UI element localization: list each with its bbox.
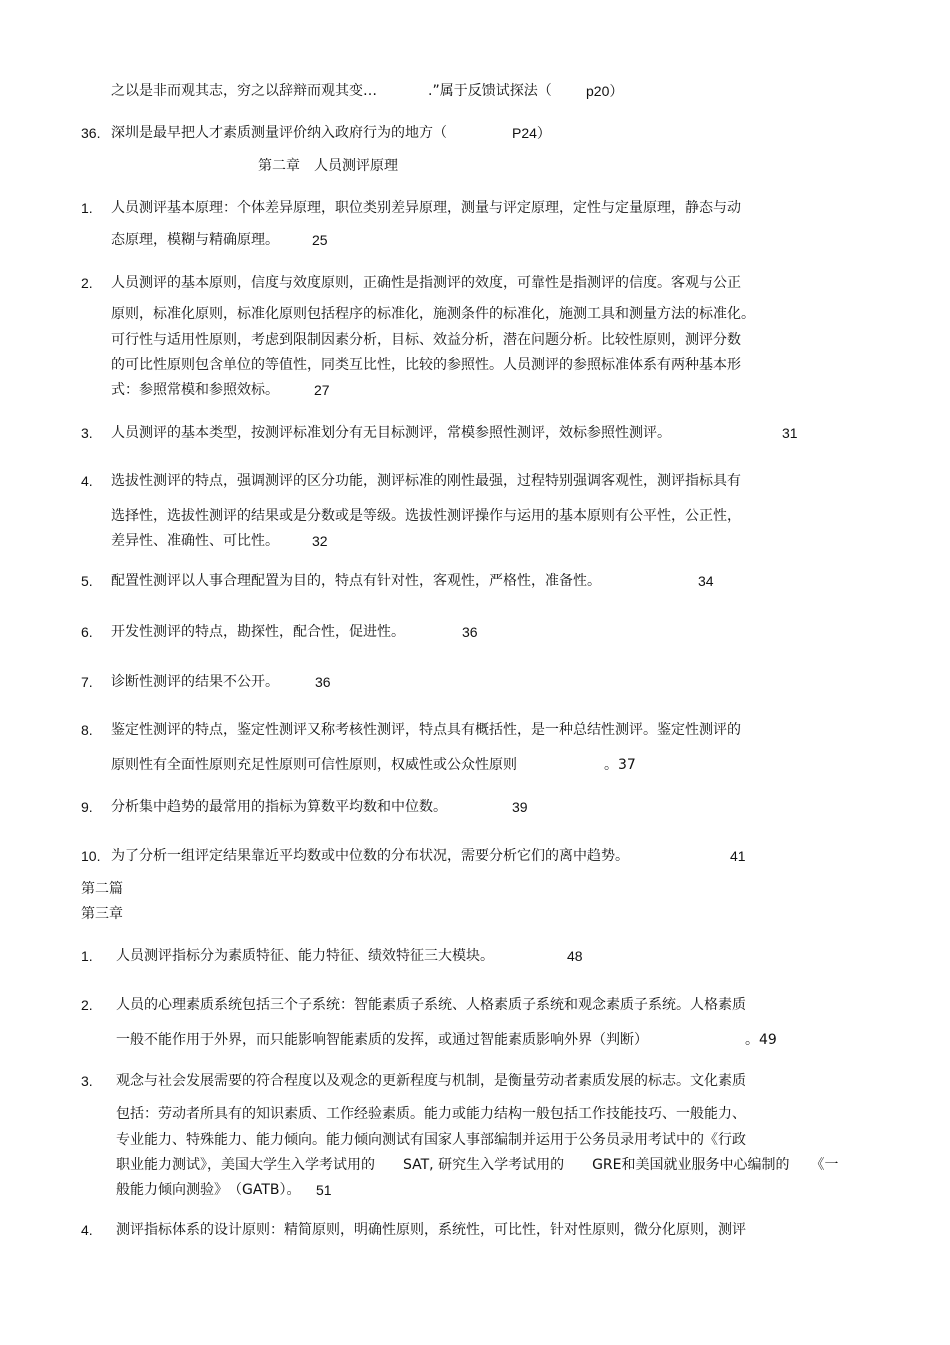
item-page-ref: 41 [730,848,746,864]
continuation-ref: p20） [586,83,624,99]
item-number: 6. [81,624,93,640]
item-page-ref: 。37 [604,757,636,773]
continuation-text: 之以是非而观其志，穷之以辞辩而观其变… [111,83,377,99]
item-number: 8. [81,722,93,738]
item-line: 分析集中趋势的最常用的指标为算数平均数和中位数。 [111,799,447,815]
item-line: 为了分析一组评定结果靠近平均数或中位数的分布状况，需要分析它们的离中趋势。 [111,848,629,864]
chapter-title: 第二章 人员测评原理 [258,158,398,174]
item-page-ref: 32 [312,533,328,549]
item-page-ref: 51 [316,1182,332,1198]
item-line: 原则，标准化原则，标准化原则包括程序的标准化，施测条件的标准化，施测工具和测量方法的标准化。 [111,306,755,322]
item-line: 开发性测评的特点，勘探性，配合性，促进性。 [111,624,405,640]
item-number: 2. [81,997,93,1013]
item-line: 鉴定性测评的特点，鉴定性测评又称考核性测评，特点具有概括性，是一种总结性测评。鉴定性测评的 [111,722,741,738]
chapter-title: 第三章 [81,906,123,922]
item-text: 深圳是最早把人才素质测量评价纳入政府行为的地方（ [111,125,447,141]
item-line: 人员的心理素质系统包括三个子系统：智能素质子系统、人格素质子系统和观念素质子系统。人格素质 [116,997,746,1013]
item-line: 人员测评的基本原则，信度与效度原则，正确性是指测评的效度，可靠性是指测评的信度。客观与公正 [111,275,741,291]
item-number: 36. [81,125,101,141]
item-line: 人员测评的基本类型，按测评标准划分有无目标测评，常模参照性测评，效标参照性测评。 [111,425,671,441]
item-line: 一般不能作用于外界，而只能影响智能素质的发挥，或通过智能素质影响外界（判断） [116,1032,648,1048]
item-page-ref: 36 [462,624,478,640]
item-line: 测评指标体系的设计原则：精简原则，明确性原则，系统性，可比性，针对性原则，微分化原则，测评 [116,1222,746,1238]
item-number: 4. [81,1222,93,1238]
item-number: 9. [81,799,93,815]
item-line: 职业能力测试》，美国大学生入学考试用的 SAT, 研究生入学考试用的 GRE和美国就业服务中心编制的 《一 [116,1157,839,1173]
item-number: 3. [81,1073,93,1089]
item-number: 5. [81,573,93,589]
item-line: 人员测评基本原理：个体差异原理，职位类别差异原理，测量与评定原理，定性与定量原理，静态与动 [111,200,741,216]
item-line: 可行性与适用性原则，考虑到限制因素分析，目标、效益分析，潜在问题分析。比较性原则，测评分数 [111,332,741,348]
continuation-tail: .”属于反馈试探法（ [428,83,552,99]
item-number: 10. [81,848,101,864]
item-number: 3. [81,425,93,441]
item-line: 配置性测评以人事合理配置为目的，特点有针对性，客观性，严格性，准备性。 [111,573,601,589]
item-page-ref: 34 [698,573,714,589]
item-page-ref: 31 [782,425,798,441]
item-number: 4. [81,473,93,489]
item-number: 2. [81,275,93,291]
item-line: 的可比性原则包含单位的等值性，同类互比性，比较的参照性。人员测评的参照标准体系有两种基本形 [111,357,741,373]
item-line: 观念与社会发展需要的符合程度以及观念的更新程度与机制，是衡量劳动者素质发展的标志。文化素质 [116,1073,746,1089]
item-line: 般能力倾向测验》 （GATB）。 [116,1182,301,1198]
item-line: 人员测评指标分为素质特征、能力特征、绩效特征三大模块。 [116,948,494,964]
item-page-ref: P24） [512,125,551,141]
item-page-ref: 27 [314,382,330,398]
item-number: 1. [81,948,93,964]
item-line: 式：参照常模和参照效标。 [111,382,279,398]
item-line: 原则性有全面性原则充足性原则可信性原则，权威性或公众性原则 [111,757,517,773]
item-line: 专业能力、特殊能力、能力倾向。能力倾向测试有国家人事部编制并运用于公务员录用考试中的《行政 [116,1132,746,1148]
item-number: 1. [81,200,93,216]
item-page-ref: 48 [567,948,583,964]
item-page-ref: 36 [315,674,331,690]
item-line: 态原理，模糊与精确原理。 [111,232,279,248]
item-page-ref: 25 [312,232,328,248]
part-title: 第二篇 [81,881,123,897]
item-number: 7. [81,674,93,690]
item-line: 诊断性测评的结果不公开。 [111,674,279,690]
item-line: 选择性，选拔性测评的结果或是分数或是等级。选拔性测评操作与运用的基本原则有公平性，公正性， [111,508,741,524]
item-page-ref: 。49 [745,1032,777,1048]
item-line: 选拔性测评的特点，强调测评的区分功能，测评标准的刚性最强，过程特别强调客观性，测评指标具有 [111,473,741,489]
item-line: 差异性、准确性、可比性。 [111,533,279,549]
item-page-ref: 39 [512,799,528,815]
item-line: 包括：劳动者所具有的知识素质、工作经验素质。能力或能力结构一般包括工作技能技巧、一般能力、 [116,1106,746,1122]
